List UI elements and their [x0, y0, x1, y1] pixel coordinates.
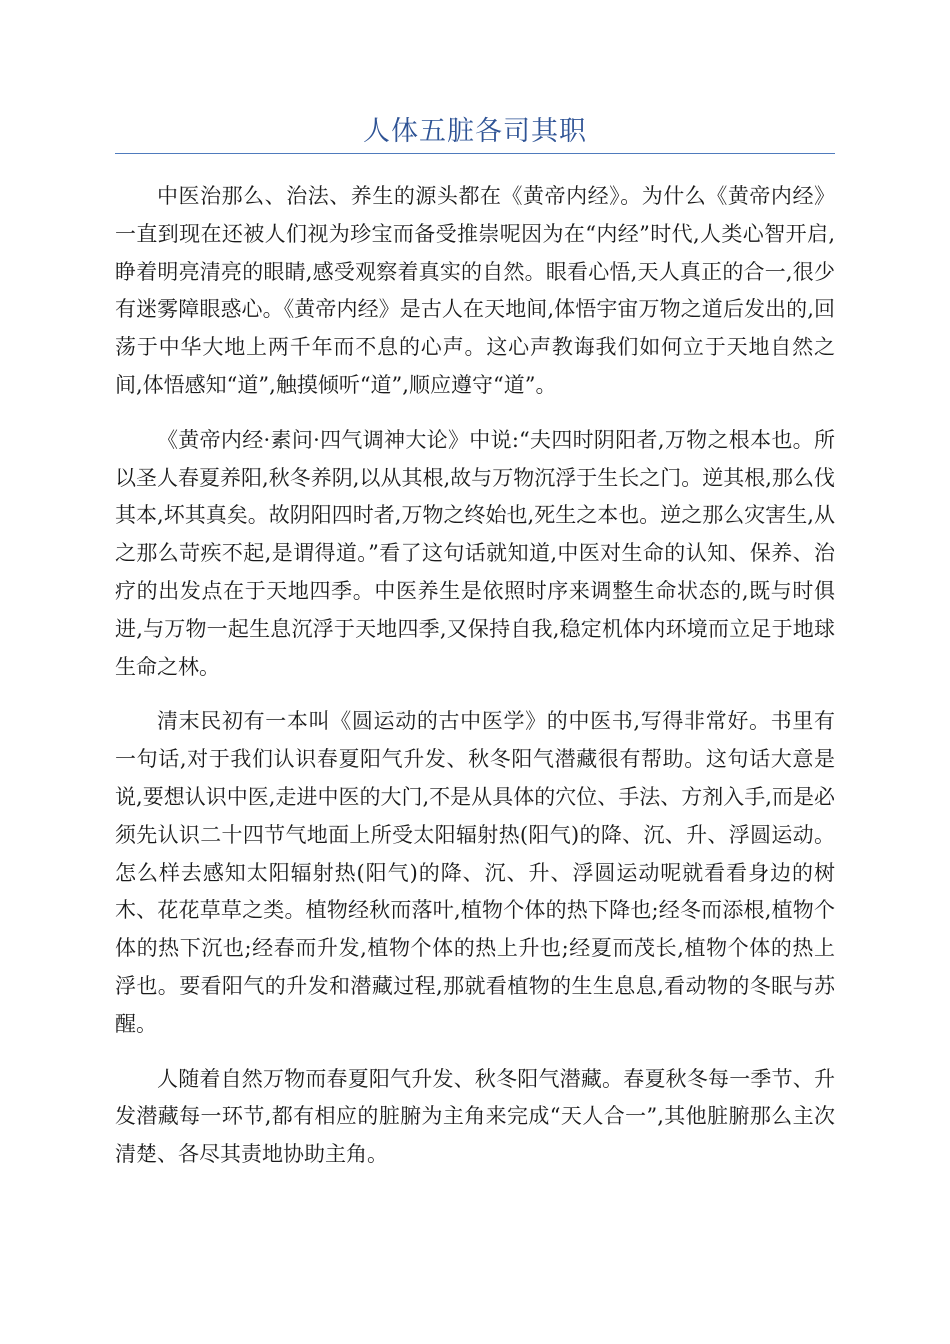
paragraph-1: 中医治那么、治法、养生的源头都在《黄帝内经》。为什么《黄帝内经》一直到现在还被人们视为珍宝而备受推崇呢因为在“内经”时代,人类心智开启,睁着明亮清亮的眼睛,感受观察着真实的自然。眼看心悟,天人真正的合一,很少有迷雾障眼惑心。《黄帝内经》是古人在天地间,体悟宇宙万物之道后发出的,回荡于中华大地上两千年而不息的心声。这心声教诲我们如何立于天地自然之间,体悟感知“道”,触摸倾听“道”,顺应遵守“道”。	[115, 184, 835, 397]
paragraph-2: 《黄帝内经·素问·四气调神大论》中说:“夫四时阴阳者,万物之根本也。所以圣人春夏养阳,秋冬养阴,以从其根,故与万物沉浮于生长之门。逆其根,那么伐其本,坏其真矣。故阴阳四时者,万物之终始也,死生之本也。逆之那么灾害生,从之那么苛疾不起,是谓得道。”看了这句话就知道,中医对生命的认知、保养、治疗的出发点在于天地四季。中医养生是依照时序来调整生命状态的,既与时俱进,与万物一起生息沉浮于天地四季,又保持自我,稳定机体内环境而立足于地球生命之林。	[115, 427, 835, 679]
document-title: 人体五脏各司其职	[363, 116, 587, 147]
paragraph-3: 清末民初有一本叫《圆运动的古中医学》的中医书,写得非常好。书里有一句话,对于我们认识春夏阳气升发、秋冬阳气潜藏很有帮助。这句话大意是说,要想认识中医,走进中医的大门,不是从具体的穴位、手法、方剂入手,而是必须先认识二十四节气地面上所受太阳辐射热(阳气)的降、沉、升、浮圆运动。怎么样去感知太阳辐射热(阳气)的降、沉、升、浮圆运动呢就看看身边的树木、花花草草之类。植物经秋而落叶,植物个体的热下降也;经冬而添根,植物个体的热下沉也;经春而升发,植物个体的热上升也;经夏而茂长,植物个体的热上浮也。要看阳气的升发和潜藏过程,那就看植物的生生息息,看动物的冬眠与苏醒。	[115, 709, 835, 1036]
paragraph-4: 人随着自然万物而春夏阳气升发、秋冬阳气潜藏。春夏秋冬每一季节、升发潜藏每一环节,都有相应的脏腑为主角来完成“天人合一”,其他脏腑那么主次清楚、各尽其责地协助主角。	[115, 1066, 835, 1167]
document-body	[115, 178, 835, 1191]
title-underline	[115, 153, 835, 154]
